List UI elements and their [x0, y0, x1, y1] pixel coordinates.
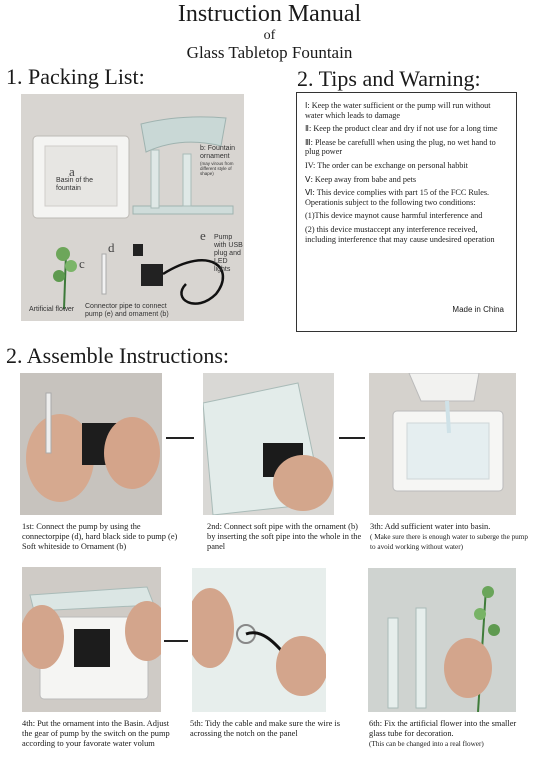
- step-separator: [339, 437, 365, 439]
- tip-item: Ⅰ: Keep the water sufficient or the pump will run without water which leads to damage: [305, 101, 491, 120]
- label-b-text: b: Fountain ornament: [200, 145, 236, 160]
- step-3-caption: [370, 522, 532, 552]
- tips-heading: 2. Tips and Warning:: [297, 66, 481, 91]
- packing-list-photo: [21, 94, 244, 321]
- tip-item: Ⅴ: Keep away from babe and pets: [305, 174, 417, 184]
- tip-item: Ⅱ: Keep the product clear and dry if not use for a long time: [305, 124, 498, 134]
- step-6-photo: [368, 568, 516, 712]
- step-1-caption: [22, 522, 180, 552]
- manual-title: Instruction Manual: [177, 1, 362, 27]
- step-5-illustration: [192, 568, 326, 712]
- step-2-illustration: [203, 373, 334, 515]
- step-separator: [166, 437, 194, 439]
- step-3-photo: [369, 373, 516, 515]
- step-6-note: (This can be changed into a real flower): [369, 740, 484, 748]
- step-1-photo: [20, 373, 162, 515]
- assemble-heading: 2. Assemble Instructions:: [6, 343, 230, 368]
- step-2-photo: [203, 373, 334, 515]
- label-d-letter: d: [108, 240, 115, 255]
- step-1-illustration: [20, 373, 162, 515]
- label-d-text: Connector pipe to connect pump (e) and ornament (b): [85, 303, 169, 318]
- packing-list-heading: 1. Packing List:: [6, 64, 145, 89]
- step-1-text: 1st: Connect the pump by using the connectorpipe (d), hard black side to pump (e) Soft whiteside to Ornament (b): [22, 522, 178, 551]
- step-2-caption: [207, 522, 365, 552]
- step-5-text: 5th: Tidy the cable and make sure the wire is acrossing the notch on the panel: [190, 719, 341, 738]
- step-4-text: 4th: Put the ornament into the Basin. Adjust the gear of pump by the switch on the pump according to your favorate water volum: [22, 719, 170, 748]
- label-e-text: Pump with USB plug and LED lights: [214, 234, 243, 273]
- label-c-text: Artificial flower: [29, 306, 75, 313]
- step-6-text: 6th: Fix the artificial flower into the smaller glass tube for decoration.: [369, 719, 517, 738]
- label-b-note: (may virous from different style of shape): [200, 161, 234, 176]
- tip-item: (1)This device maynot cause harmful interference and: [305, 211, 483, 221]
- step-3-text: 3th: Add sufficient water into basin.: [370, 522, 491, 531]
- tip-item: Ⅲ: Please be carefulll when using the plug, no wet hand to plug power: [305, 137, 496, 157]
- step-3-illustration: [369, 373, 516, 515]
- label-c-letter: c: [79, 256, 85, 271]
- step-4-illustration: [22, 567, 161, 712]
- manual-subtitle: Glass Tabletop Fountain: [186, 43, 353, 62]
- tip-item: IV: The order can be exchange on personal habbit: [305, 160, 468, 170]
- made-in-china: Made in China: [452, 305, 504, 315]
- step-2-text: 2nd: Connect soft pipe with the ornament (b) by inserting the soft pipe into the whole in the panel: [207, 522, 362, 551]
- step-6-illustration: [368, 568, 516, 712]
- label-e-letter: e: [200, 228, 206, 243]
- step-6-caption: [369, 719, 531, 749]
- packing-list-illustration: [21, 94, 244, 321]
- step-3-note: ( Make sure there is enough water to suberge the pump to avoid working without water): [370, 533, 528, 551]
- label-a-text: Basin of the fountain: [56, 177, 93, 192]
- label-a-letter: a: [69, 164, 75, 179]
- step-5-caption: [190, 719, 342, 739]
- tip-item: (2) this device mustaccept any interference received, including interference that may cause undesired operation: [305, 224, 495, 244]
- step-5-photo: [192, 568, 326, 712]
- step-4-caption: [22, 719, 177, 749]
- step-4-photo: [22, 567, 161, 712]
- tip-item: Ⅵ: This device complies with part 15 of the FCC Rules. Operationis subject to the following two conditions:: [305, 188, 490, 207]
- manual-title-of: of: [263, 28, 276, 43]
- step-separator: [164, 640, 188, 642]
- tips-box: [296, 92, 517, 332]
